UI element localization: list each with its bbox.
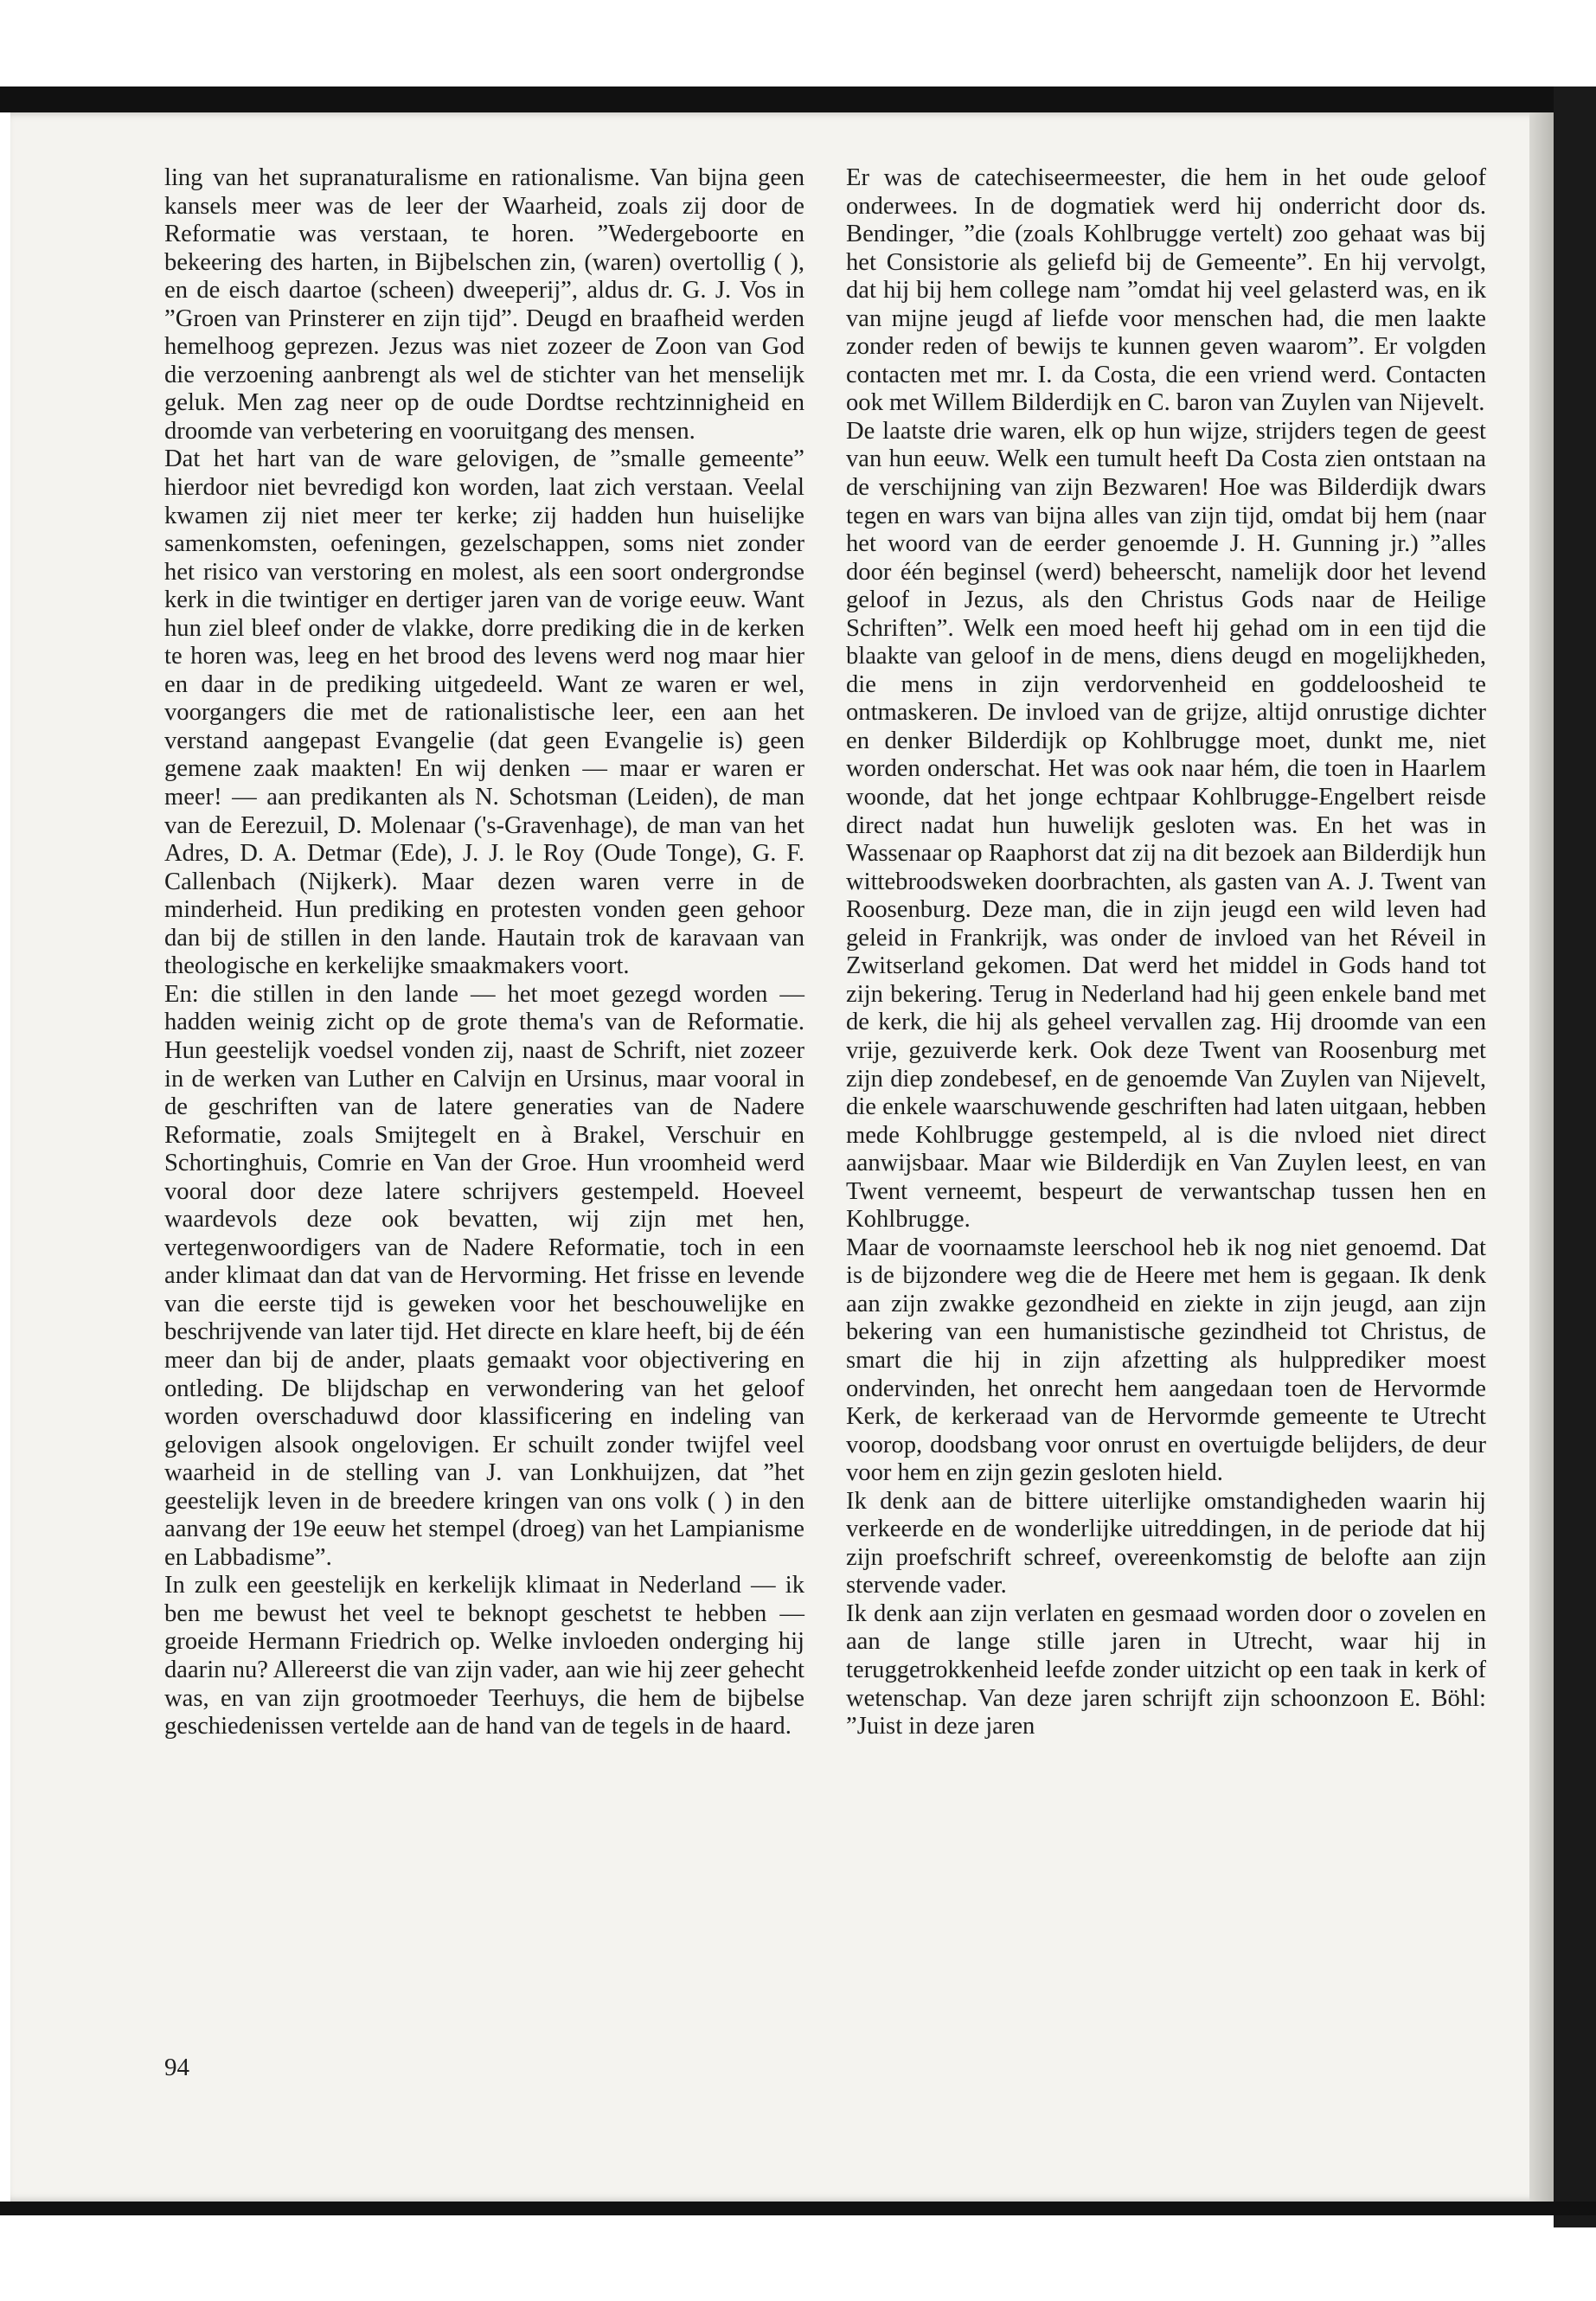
right-paragraph-2: De laatste drie waren, elk op hun wijze, strijders tegen de geest van hun eeuw. Welk een tumult heeft Da Costa zien ontstaan na de verschijning van zijn Bezwaren! Hoe was Bilderdijk dwars tegen en wars van bijna alles van zijn tijd, omdat bij hem (naar het woord van de eerder genoemde J. H. Gunning jr.) ”alles door één beginsel (werd) beheerscht, namelijk door het levend geloof in Jezus, als den Christus Gods naar de Heilige Schriften”. Welk een moed heeft hij gehad om in een tijd die blaakte van geloof in de mens, diens deugd en mogelijkheden, die mens in zijn verdorvenheid en goddeloosheid te ontmaskeren. De invloed van de grijze, altijd onrustige dichter en denker Bilderdijk op Kohlbrugge moet, dunkt me, niet worden onderschat. Het was ook naar hém, die toen in Haarlem woonde, dat het jonge echtpaar Kohlbrugge-Engelbert reisde direct nadat hun huwelijk gesloten was. En het was in Wassenaar op Raaphorst dat zij na dit bezoek aan Bilderdijk hun wittebroodsweken doorbrachten, als gasten van A. J. Twent van Roosenburg. Deze man, die in zijn jeugd een wild leven had geleid in Frankrijk, was onder de invloed van het Réveil in Zwitserland gekomen. Dat werd het middel in Gods hand tot zijn bekering. Terug in Nederland had hij geen enkele band met de kerk, die hij als geheel vervallen zag. Hij droomde van een vrije, gezuiverde kerk. Ook deze Twent van Roosenburg met zijn diep zondebesef, en de genoemde Van Zuylen van Nijevelt, die enkele waarschuwende geschriften had laten uitgaan, hebben mede Kohlbrugge gestempeld, al is die nvloed niet direct aanwijsbaar. Maar wie Bilderdijk en Van Zuylen leest, en van Twent verneemt, bespeurt de verwantschap tussen hen en Kohlbrugge. [846,417,1486,1234]
scan-border-bottom [0,2202,1596,2215]
page-number: 94 [164,2054,189,2081]
scan-border-top [0,87,1596,112]
left-paragraph-3: En: die stillen in den lande — het moet gezegd worden — hadden weinig zicht op de grote thema's van de Reformatie. Hun geestelijk voedsel vonden zij, naast de Schrift, niet zozeer in de werken van Luther en Calvijn en Ursinus, maar vooral in de geschriften van de latere generaties van de Nadere Reformatie, zoals Smijtegelt en à Brakel, Verschuir en Schortinghuis, Comrie en Van der Groe. Hun vroomheid werd vooral door deze latere schrijvers gestempeld. Hoeveel waardevols deze ook bevatten, wij zijn met hen, vertegenwoordigers van de Nadere Reformatie, toch in een ander klimaat dan dat van de Hervorming. Het frisse en levende van die eerste tijd is geweken voor het beschouwelijke en beschrijvende van later tijd. Het directe en klare heeft, bij de één meer dan bij de ander, plaats gemaakt voor objectivering en ontleding. De blijdschap en verwondering van het geloof worden overschaduwd door klassificering en indeling van gelovigen alsook ongelovigen. Er schuilt zonder twijfel veel waarheid in de stelling van J. van Lonkhuijzen, dat ”het geestelijk leven in de breedere kringen van ons volk ( ) in den aanvang der 19e eeuw het stempel (droeg) van het Lampianisme en Labbadisme”. [164,980,804,1571]
left-paragraph-2: Dat het hart van de ware gelovigen, de ”smalle gemeente” hierdoor niet bevredigd kon worden, laat zich verstaan. Veelal kwamen zij niet meer ter kerke; zij hadden hun huiselijke samenkomsten, oefeningen, gezelschappen, soms niet zonder het risico van verstoring en molest, als een soort ondergrondse kerk in die twintiger en dertiger jaren van de vorige eeuw. Want hun ziel bleef onder de vlakke, dorre prediking die in de kerken te horen was, leeg en het brood des levens werd nog maar hier en daar in de prediking uitgedeeld. Want ze waren er wel, voorgangers die met de rationalistische leer, een aan het verstand aangepast Evangelie (dat geen Evangelie is) geen gemene zaak maakten! En wij denken — maar er waren er meer! — aan predikanten als N. Schotsman (Leiden), de man van de Eerezuil, D. Molenaar ('s-Gravenhage), de man van het Adres, D. A. Detmar (Ede), J. J. le Roy (Oude Tonge), G. F. Callenbach (Nijkerk). Maar dezen waren verre in de minderheid. Hun prediking en protesten vonden geen gehoor dan bij de stillen in den lande. Hautain trok de karavaan van theologische en kerkelijke smaakmakers voort. [164,445,804,980]
scan-border-right [1554,87,1596,2227]
right-paragraph-4: Ik denk aan de bittere uiterlijke omstandigheden waarin hij verkeerde en de wonderlijke uitreddingen, in de periode dat hij zijn proefschrift schreef, overeenkomstig de belofte aan zijn stervende vader. [846,1487,1486,1599]
left-paragraph-4: In zulk een geestelijk en kerkelijk klimaat in Nederland — ik ben me bewust het veel te beknopt geschetst te hebben — groeide Hermann Friedrich op. Welke invloeden onderging hij daarin nu? Allereerst die van zijn vader, aan wie hij zeer gehecht was, en van zijn grootmoeder Teerhuys, die hem de bijbelse geschiedenissen vertelde aan de hand van de tegels in de haard. [164,1572,804,1740]
left-text-column [164,164,804,1741]
right-paragraph-3: Maar de voornaamste leerschool heb ik nog niet genoemd. Dat is de bijzondere weg die de Heere met hem is gegaan. Ik denk aan zijn zwakke gezondheid en ziekte in zijn jeugd, aan zijn bekering van een humanistische gezindheid tot Christus, de smart die hij in zijn afzetting als hulpprediker moest ondervinden, het onrecht hem aangedaan toen de Hervormde Kerk, de kerkeraad van de Hervormde gemeente te Utrecht voorop, doodsbang voor onrust en overtuigde belijders, de deur voor hem en zijn gezin gesloten hield. [846,1234,1486,1487]
right-paragraph-1: Er was de catechiseermeester, die hem in het oude geloof onderwees. In de dogmatiek werd hij onderricht door ds. Bendinger, ”die (zoals Kohlbrugge vertelt) zoo gehaat was bij het Consistorie als geliefd bij de Gemeente”. En hij vervolgt, dat hij bij hem college nam ”omdat hij veel gelasterd was, en ik van mijne jeugd af liefde voor menschen had, die men laakte zonder reden of bewijs te kunnen geven waarom”. Er volgden contacten met mr. I. da Costa, die een vriend werd. Contacten ook met Willem Bilderdijk en C. baron van Zuylen van Nijevelt. [846,164,1486,417]
right-text-column [846,164,1486,1741]
right-paragraph-5: Ik denk aan zijn verlaten en gesmaad worden door o zovelen en aan de lange stille jaren in Utrecht, waar hij in teruggetrokkenheid leefde zonder uitzicht op een taak in kerk of wetenschap. Van deze jaren schrijft zijn schoonzoon E. Böhl: ”Juist in deze jaren [846,1599,1486,1740]
left-paragraph-1: ling van het supranaturalisme en rationalisme. Van bijna geen kansels meer was de leer der Waarheid, zoals zij door de Reformatie was verstaan, te horen. ”Wedergeboorte en bekeering des harten, in Bijbelschen zin, (waren) overtollig ( ), en de eisch daartoe (scheen) dweeperij”, aldus dr. G. J. Vos in ”Groen van Prinsterer en zijn tijd”. Deugd en braafheid werden hemelhoog geprezen. Jezus was niet zozeer de Zoon van God die verzoening aanbrengt als wel de stichter van het menselijk geluk. Men zag neer op de oude Dordtse rechtzinnigheid en droomde van verbetering en vooruitgang des mensen. [164,164,804,445]
page-gutter-edge [1529,112,1554,2202]
